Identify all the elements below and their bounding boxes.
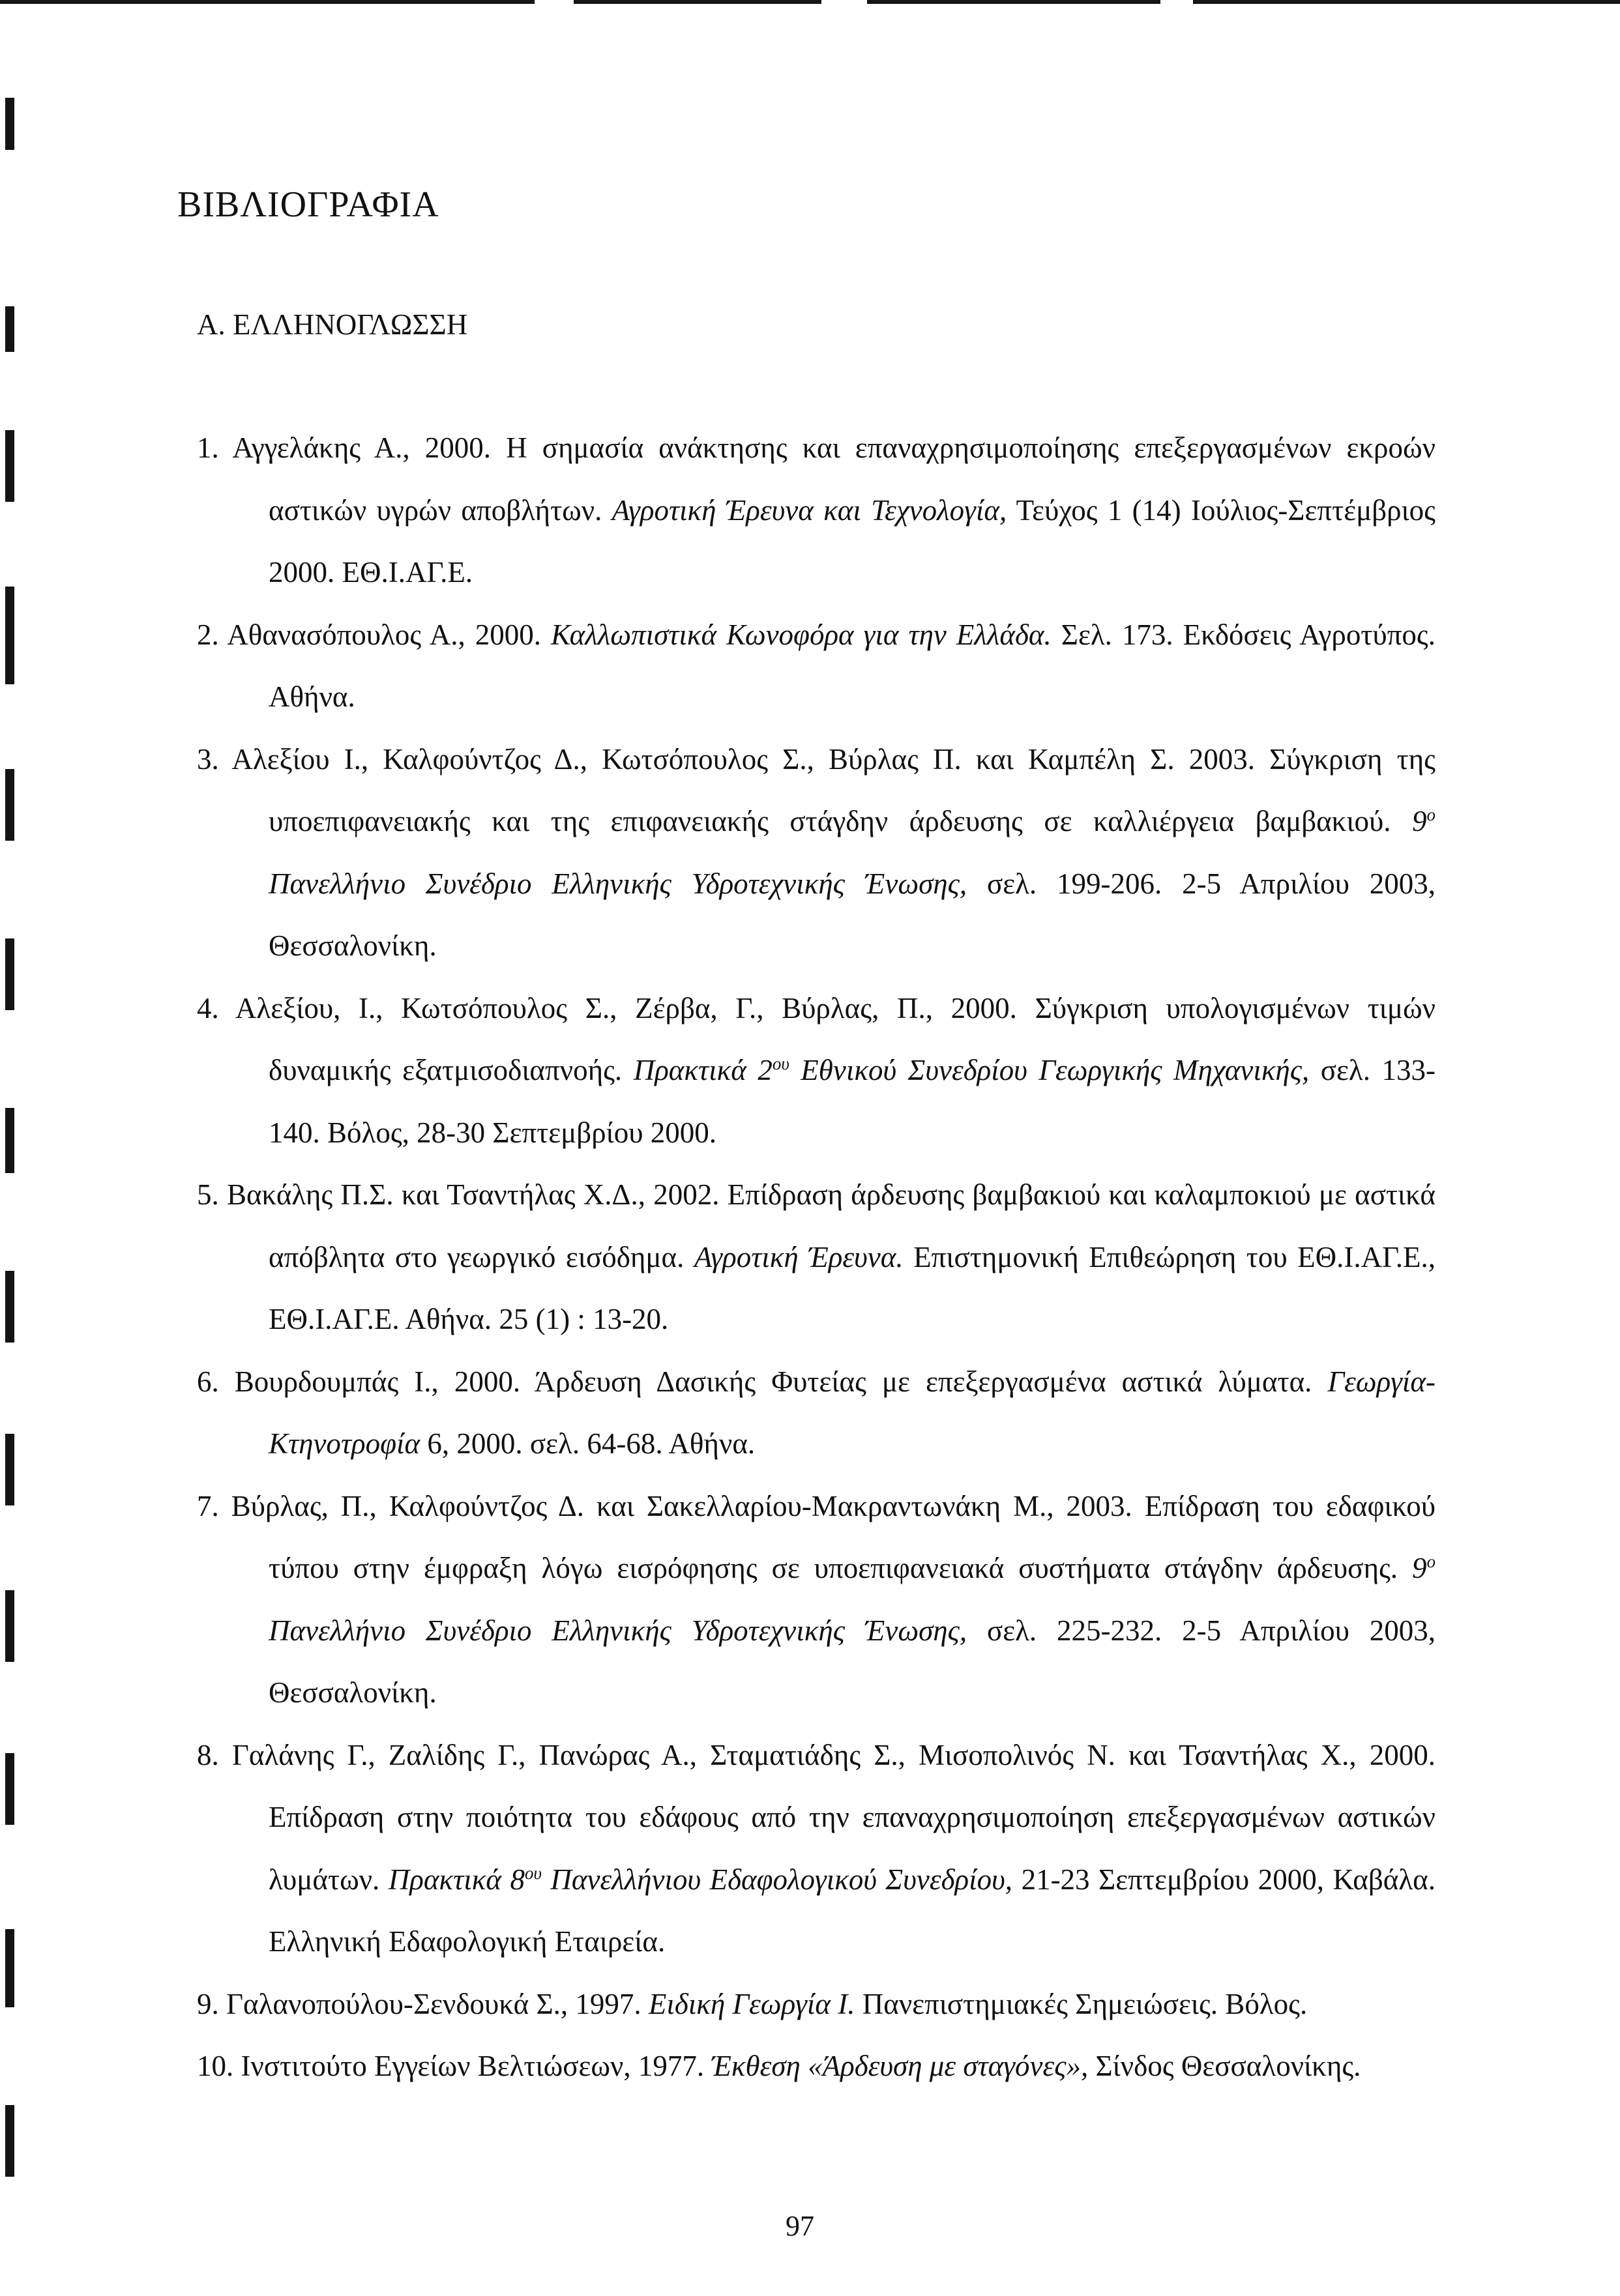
scan-top-line-3 xyxy=(867,0,1160,4)
section-title: Α. ΕΛΛΗΝΟΓΛΩΣΣΗ xyxy=(197,308,468,341)
reference-italic-text: Πανελλήνιο Συνέδριο Ελληνικής Υδροτεχνικής Ένωσης, xyxy=(269,1614,967,1647)
reference-italic-text: Αγροτική Έρευνα. xyxy=(694,1240,904,1273)
reference-text: Σελ. 173. Εκδόσεις Αγροτύπος. Αθήνα. xyxy=(269,618,1436,713)
reference-number: 1. xyxy=(197,431,233,464)
scan-top-line-2 xyxy=(574,0,821,4)
binding-mark xyxy=(5,2105,14,2177)
reference-text: Αλεξίου Ι., Καλφούντζος Δ., Κωτσόπουλος Σ., Βύρλας Π. και Καμπέλη Σ. 2003. Σύγκριση της υποεπιφανειακής και της επιφανειακής στάγδην άρδευσης σε καλλιέργεια βαμβακιού. xyxy=(231,742,1436,837)
reference-number: 4. xyxy=(197,991,235,1024)
reference-number: 8. xyxy=(197,1738,232,1771)
binding-mark xyxy=(5,1108,14,1173)
reference-number: 7. xyxy=(197,1489,231,1522)
binding-mark xyxy=(5,98,14,150)
reference-text: Γαλανοπούλου-Σενδουκά Σ., 1997. xyxy=(226,1987,649,2020)
reference-italic-text: 9 xyxy=(1412,805,1427,837)
reference-italic-text: Γεωργία-Κτηνοτροφία xyxy=(269,1365,1436,1460)
reference-italic-text: Καλλωπιστικά Κωνοφόρα για την Ελλάδα. xyxy=(550,618,1052,651)
page-number: 97 xyxy=(786,2210,814,2242)
page-title: ΒΙΒΛΙΟΓΡΑΦΙΑ xyxy=(177,184,439,225)
reference-number: 5. xyxy=(197,1178,227,1211)
reference-text: Αλεξίου, Ι., Κωτσόπουλος Σ., Ζέρβα, Γ., Βύρλας, Π., 2000. Σύγκριση υπολογισμένων τιμών δυναμικής εξατμισοδιαπνοής. xyxy=(235,991,1436,1086)
reference-item xyxy=(197,1164,1436,1351)
reference-item xyxy=(197,1475,1436,1724)
reference-text: σελ. 199-206. 2-5 Απριλίου 2003, Θεσσαλονίκη. xyxy=(269,867,1436,962)
reference-text: Πανεπιστημιακές Σημειώσεις. Βόλος. xyxy=(855,1987,1308,2020)
reference-text: Επιστημονική Επιθεώρηση του ΕΘ.Ι.ΑΓ.Ε., ΕΘ.Ι.ΑΓ.Ε. Αθήνα. 25 (1) : 13-20. xyxy=(269,1240,1436,1335)
reference-italic-text: Ειδική Γεωργία Ι. xyxy=(648,1987,855,2020)
binding-mark xyxy=(5,1753,14,1825)
reference-item xyxy=(197,417,1436,604)
binding-mark xyxy=(5,430,14,502)
reference-number: 2. xyxy=(197,618,228,651)
reference-text: Σίνδος Θεσσαλονίκης. xyxy=(1088,2050,1361,2082)
reference-text: Βακάλης Π.Σ. και Τσαντήλας Χ.Δ., 2002. Επίδραση άρδευσης βαμβακιού και καλαμποκιού με αστικά απόβλητα στο γεωργικό εισόδημα. xyxy=(226,1178,1436,1273)
reference-text: σελ. 225-232. 2-5 Απριλίου 2003, Θεσσαλονίκη. xyxy=(269,1614,1436,1709)
reference-text: Ινστιτούτο Εγγείων Βελτιώσεων, 1977. xyxy=(241,2050,712,2082)
reference-text: 6, 2000. σελ. 64-68. Αθήνα. xyxy=(420,1427,756,1460)
reference-item xyxy=(197,2035,1436,2098)
reference-number: 9. xyxy=(197,1987,226,2020)
reference-text: 21-23 Σεπτεμβρίου 2000, Καβάλα. Ελληνική Εδαφολογική Εταιρεία. xyxy=(269,1863,1436,1958)
binding-mark xyxy=(5,587,14,684)
reference-item xyxy=(197,1351,1436,1475)
reference-text: Βύρλας, Π., Καλφούντζος Δ. και Σακελλαρίου-Μακραντωνάκη Μ., 2003. Επίδραση του εδαφικού τύπου στην έμφραξη λόγω εισρόφησης σε υποεπιφανειακά συστήματα στάγδην άρδευσης. xyxy=(231,1489,1436,1584)
scan-top-line-1 xyxy=(0,0,535,4)
reference-italic-text: Έκθεση «Άρδευση με σταγόνες», xyxy=(711,2050,1089,2082)
reference-text: Αγγελάκης Α., 2000. Η σημασία ανάκτησης και επαναχρησιμοποίησης επεξεργασμένων εκροών αστικών υγρών αποβλήτων. xyxy=(232,431,1436,527)
reference-text: Βουρδουμπάς Ι., 2000. Άρδευση Δασικής Φυτείας με επεξεργασμένα αστικά λύματα. xyxy=(234,1365,1328,1398)
reference-italic-text: Αγροτική Έρευνα και Τεχνολογία, xyxy=(611,493,1007,527)
reference-italic-text: o xyxy=(1426,1552,1436,1571)
reference-item xyxy=(197,978,1436,1165)
reference-item xyxy=(197,604,1436,729)
reference-text: σελ. 133-140. Βόλος, 28-30 Σεπτεμβρίου 2000. xyxy=(269,1054,1436,1149)
reference-italic-text: 9 xyxy=(1412,1552,1427,1584)
reference-number: 6. xyxy=(197,1365,235,1398)
reference-italic-text: ου xyxy=(772,1054,789,1073)
reference-italic-text: Εθνικού Συνεδρίου Γεωργικής Μηχανικής, xyxy=(789,1054,1310,1086)
reference-italic-text: ου xyxy=(524,1863,542,1883)
reference-number: 10. xyxy=(197,2050,241,2082)
reference-item xyxy=(197,1724,1436,1973)
reference-italic-text: Πρακτικά 8 xyxy=(388,1863,525,1896)
binding-mark xyxy=(5,1590,14,1662)
binding-mark xyxy=(5,769,14,841)
binding-mark xyxy=(5,306,14,352)
binding-mark xyxy=(5,1271,14,1343)
binding-mark xyxy=(5,1929,14,2007)
binding-mark xyxy=(5,1434,14,1505)
reference-text: Αθανασόπουλος Α., 2000. xyxy=(227,618,551,651)
reference-text: Τεύχος 1 (14) Ιούλιος-Σεπτέμβριος 2000. ΕΘ.Ι.ΑΓ.Ε. xyxy=(269,493,1436,589)
reference-item xyxy=(197,1973,1436,2036)
reference-text: Γαλάνης Γ., Ζαλίδης Γ., Πανώρας Α., Σταματιάδης Σ., Μισοπολινός Ν. και Τσαντήλας Χ., 2000. Επίδραση στην ποιότητα του εδάφους από την επαναχρησιμοποίηση επεξεργασμένων αστικών λυμάτων. xyxy=(231,1738,1436,1896)
reference-italic-text: Πρακτικά 2 xyxy=(633,1054,773,1086)
binding-mark xyxy=(5,938,14,1010)
reference-italic-text: Πανελλήνιο Συνέδριο Ελληνικής Υδροτεχνικής Ένωσης, xyxy=(269,867,967,900)
reference-list xyxy=(197,417,1436,2098)
reference-italic-text: o xyxy=(1426,805,1436,824)
reference-item xyxy=(197,729,1436,978)
scan-top-line-4 xyxy=(1193,0,1620,4)
reference-number: 3. xyxy=(197,742,232,776)
reference-italic-text: Πανελλήνιου Εδαφολογικού Συνεδρίου, xyxy=(541,1863,1013,1896)
